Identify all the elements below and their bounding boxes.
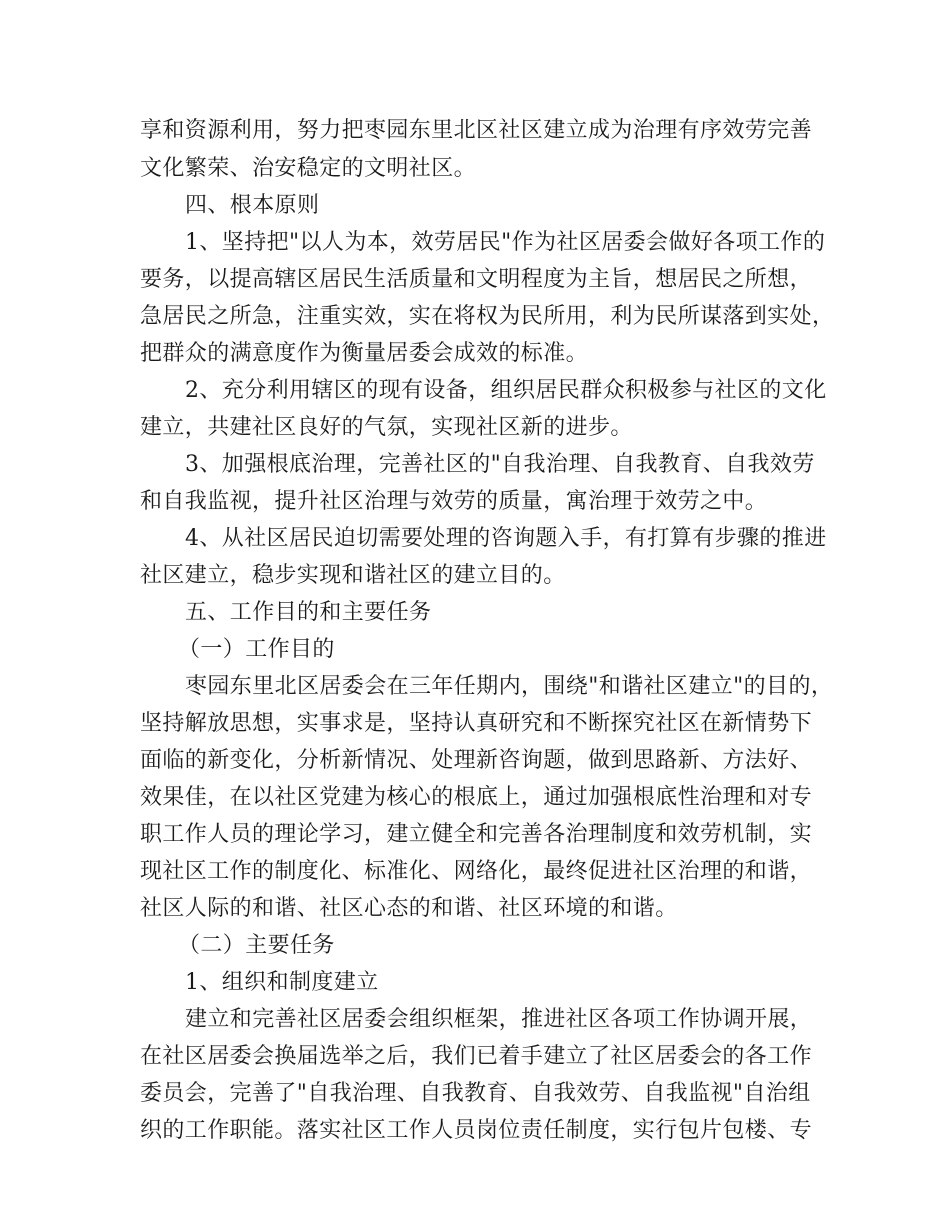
text-line: 建立，共建社区良好的气氛，实现社区新的进步。 [140, 415, 633, 440]
text-line: 枣园东里北区居委会在三年任期内，围绕"和谐社区建立"的目的， [185, 674, 834, 699]
subsection-heading: （一）工作目的 [178, 637, 335, 662]
text-line: 织的工作职能。落实社区工作人员岗位责任制度，实行包片包楼、专 [140, 1118, 813, 1143]
section-heading: 四、根本原则 [185, 193, 320, 218]
text-line: 建立和完善社区居委会组织框架，推进社区各项工作协调开展， [185, 1007, 813, 1032]
text-line: 享和资源利用，努力把枣园东里北区社区建立成为治理有序效劳完善 [140, 118, 813, 143]
text-line: 职工作人员的理论学习，建立健全和完善各治理制度和效劳机制，实 [140, 822, 813, 847]
text-line: 在社区居委会换届选举之后，我们已着手建立了社区居委会的各工作 [140, 1044, 813, 1069]
text-line: 1、坚持把"以人为本，效劳居民"作为社区居委会做好各项工作的 [185, 230, 826, 255]
text-line: 文化繁荣、治安稳定的文明社区。 [140, 156, 477, 181]
text-line: 和自我监视，提升社区治理与效劳的质量，寓治理于效劳之中。 [140, 489, 768, 514]
text-line: 坚持解放思想，实事求是，坚持认真研究和不断探究社区在新情势下 [140, 711, 813, 736]
text-line: 效果佳，在以社区党建为核心的根底上，通过加强根底性治理和对专 [140, 785, 813, 810]
text-line: 委员会，完善了"自我治理、自我教育、自我效劳、自我监视"自治组 [140, 1081, 811, 1106]
subsection-heading: （二）主要任务 [178, 933, 335, 958]
text-line: 急居民之所急，注重实效，实在将权为民所用，利为民所谋落到实处， [140, 304, 835, 329]
text-line: 4、从社区居民迫切需要处理的咨询题入手，有打算有步骤的推进 [185, 526, 827, 551]
section-heading: 五、工作目的和主要任务 [185, 600, 432, 625]
text-line: 面临的新变化，分析新情况、处理新咨询题，做到思路新、方法好、 [140, 748, 813, 773]
text-line: 2、充分利用辖区的现有设备，组织居民群众积极参与社区的文化 [185, 378, 827, 403]
text-line: 1、组织和制度建立 [185, 970, 379, 995]
text-line: 社区人际的和谐、社区心态的和谐、社区环境的和谐。 [140, 896, 678, 921]
text-line: 3、加强根底治理，完善社区的"自我治理、自我教育、自我效劳 [185, 452, 815, 477]
text-line: 现社区工作的制度化、标准化、网络化，最终促进社区治理的和谐， [140, 859, 813, 884]
text-line: 要务，以提高辖区居民生活质量和文明程度为主旨，想居民之所想， [140, 267, 813, 292]
text-line: 把群众的满意度作为衡量居委会成效的标准。 [140, 341, 589, 366]
text-line: 社区建立，稳步实现和谐社区的建立目的。 [140, 563, 566, 588]
